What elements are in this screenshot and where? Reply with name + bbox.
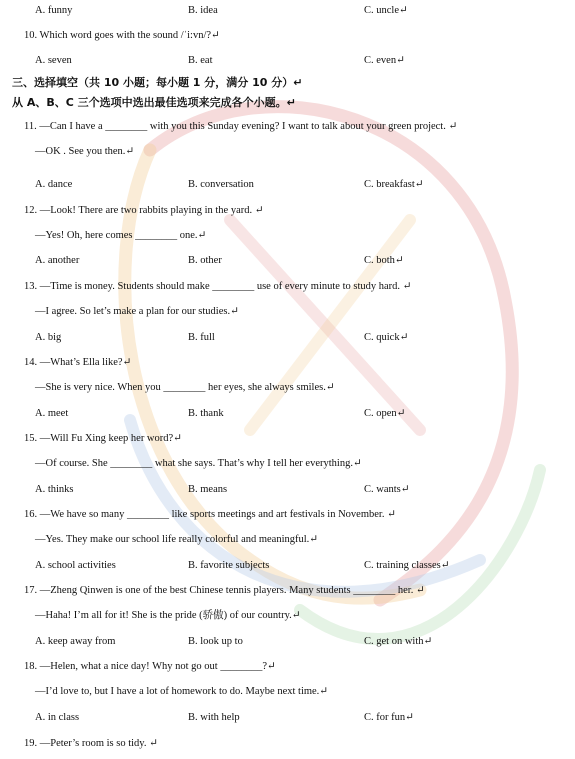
q11-response: —OK . See you then.↵ [35,146,135,157]
q13-option-b[interactable]: B. full [188,332,215,343]
q17-option-c[interactable]: C. get on with↵ [364,636,433,647]
q13-stem: 13. —Time is money. Students should make ________ use of every minute to study hard. ↵ [24,281,412,292]
q14-option-c[interactable]: C. open↵ [364,408,406,419]
q17-response: —Haha! I’m all for it! She is the pride (骄傲) of our country.↵ [35,610,301,621]
q11-option-b[interactable]: B. conversation [188,179,254,190]
q12-stem: 12. —Look! There are two rabbits playing in the yard. ↵ [24,205,264,216]
q15-option-a[interactable]: A. thinks [35,484,74,495]
q12-response: —Yes! Oh, here comes ________ one.↵ [35,230,207,241]
q12-option-b[interactable]: B. other [188,255,222,266]
q11-option-c[interactable]: C. breakfast↵ [364,179,424,190]
q10-stem: 10. Which word goes with the sound /ˈi:vn/?↵ [24,30,220,41]
q13-option-c[interactable]: C. quick↵ [364,332,409,343]
q16-stem: 16. —We have so many ________ like sports meetings and art festivals in November. ↵ [24,509,396,520]
q15-stem: 15. —Will Fu Xing keep her word?↵ [24,433,182,444]
q17-stem: 17. —Zheng Qinwen is one of the best Chinese tennis players. Many students ________ her. ↵ [24,585,425,596]
q10-option-a[interactable]: A. seven [35,55,72,66]
q18-option-b[interactable]: B. with help [188,712,240,723]
section-heading: 三、选择填空（共 10 小题；每小题 1 分，满分 10 分）↵ [12,76,303,89]
q11-stem: 11. —Can I have a ________ with you this Sunday evening? I want to talk about your green project. ↵ [24,121,458,132]
q12-option-a[interactable]: A. another [35,255,80,266]
q14-option-a[interactable]: A. meet [35,408,69,419]
q13-option-a[interactable]: A. big [35,332,62,343]
q9-option-a[interactable]: A. funny [35,5,73,16]
q9-option-c[interactable]: C. uncle↵ [364,5,408,16]
q18-option-c[interactable]: C. for fun↵ [364,712,414,723]
watermark-arc-green [300,470,540,639]
q18-stem: 18. —Helen, what a nice day! Why not go out ________?↵ [24,661,276,672]
q13-response: —I agree. So let’s make a plan for our studies.↵ [35,306,239,317]
q19-stem: 19. —Peter’s room is so tidy. ↵ [24,738,158,749]
q17-option-b[interactable]: B. look up to [188,636,243,647]
q17-option-a[interactable]: A. keep away from [35,636,116,647]
q18-option-a[interactable]: A. in class [35,712,80,723]
q14-stem: 14. —What’s Ella like?↵ [24,357,132,368]
watermark-arc-orange [125,150,420,598]
q11-option-a[interactable]: A. dance [35,179,73,190]
q16-response: —Yes. They make our school life really colorful and meaningful.↵ [35,534,319,545]
q15-option-b[interactable]: B. means [188,484,228,495]
q14-response: —She is very nice. When you ________ her eyes, she always smiles.↵ [35,382,335,393]
q9-option-b[interactable]: B. idea [188,5,218,16]
section-instruction: 从 A、B、C 三个选项中选出最佳选项来完成各个小题。↵ [12,96,296,109]
q15-option-c[interactable]: C. wants↵ [364,484,410,495]
q18-response: —I’d love to, but I have a lot of homework to do. Maybe next time.↵ [35,686,329,697]
watermark-cross-1 [230,220,420,430]
q16-option-a[interactable]: A. school activities [35,560,116,571]
q14-option-b[interactable]: B. thank [188,408,224,419]
q10-option-b[interactable]: B. eat [188,55,213,66]
q12-option-c[interactable]: C. both↵ [364,255,404,266]
q16-option-b[interactable]: B. favorite subjects [188,560,270,571]
watermark-cross-2 [250,220,410,430]
q10-option-c[interactable]: C. even↵ [364,55,405,66]
q15-response: —Of course. She ________ what she says. That’s why I tell her everything.↵ [35,458,362,469]
q16-option-c[interactable]: C. training classes↵ [364,560,450,571]
